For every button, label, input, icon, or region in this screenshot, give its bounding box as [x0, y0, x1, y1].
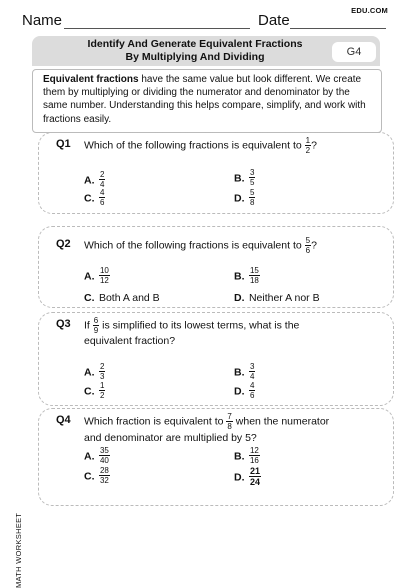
option-d[interactable]: D. $\frac{4}{6}$: [234, 381, 255, 400]
option-c[interactable]: C. $\frac{1}{2}$: [84, 381, 105, 400]
question-number: Q4: [56, 414, 71, 426]
option-a[interactable]: A. $\frac{10}{12}$: [84, 266, 109, 285]
title-line-1: Identify And Generate Equivalent Fractions: [87, 38, 303, 50]
question-text: [84, 136, 317, 155]
intro-text: have the same value but look different. We create them by multiplying or dividing the numerator and denominator by the same number. Understanding this helps compare, simplify, and work with fractions easily.: [43, 74, 366, 125]
question-text: [84, 412, 329, 431]
question-text-before: If: [84, 319, 90, 332]
option-a[interactable]: A. $\frac{2}{3}$: [84, 362, 105, 381]
question-fraction: $\frac{6}{9}$: [93, 316, 99, 335]
name-line: [64, 28, 250, 29]
question-text-before: Which of the following fractions is equivalent to: [84, 139, 302, 152]
option-c[interactable]: C. $\frac{28}{32}$: [84, 466, 109, 485]
side-label: MATH WORKSHEET: [14, 512, 23, 588]
question-number: Q3: [56, 318, 71, 330]
worksheet-title: [60, 38, 330, 64]
option-d[interactable]: D. Neither A nor B: [234, 292, 320, 304]
option-c[interactable]: C. $\frac{4}{6}$: [84, 188, 105, 207]
option-b[interactable]: B. $\frac{3}{5}$: [234, 168, 255, 187]
question-text-after: ?: [311, 139, 317, 152]
grade-badge: G4: [332, 42, 376, 62]
option-d[interactable]: D. $\frac{5}{8}$: [234, 188, 255, 207]
question-text-before: Which of the following fractions is equivalent to: [84, 239, 302, 252]
option-b[interactable]: B. $\frac{15}{18}$: [234, 266, 259, 285]
edu-logo: EDU.COM: [351, 6, 388, 15]
date-line: [290, 28, 386, 29]
question-text: [84, 316, 299, 335]
question-number: Q2: [56, 238, 71, 250]
question-text-before: Which fraction is equivalent to: [84, 415, 224, 428]
date-label: Date: [258, 12, 290, 29]
intro-box: [32, 69, 382, 133]
option-c[interactable]: C. Both A and B: [84, 292, 160, 304]
question-text: [84, 236, 317, 255]
option-d[interactable]: D. $\frac{21}{24}$: [234, 466, 260, 487]
intro-term: Equivalent fractions: [43, 74, 139, 85]
option-b[interactable]: B. $\frac{3}{4}$: [234, 362, 255, 381]
question-fraction: $\frac{1}{2}$: [305, 136, 311, 155]
question-number: Q1: [56, 138, 71, 150]
option-a[interactable]: A. $\frac{2}{4}$: [84, 170, 105, 189]
question-fraction: $\frac{7}{8}$: [227, 412, 232, 431]
name-label: Name: [22, 12, 63, 29]
question-text-line-2: and denominator are multiplied by 5?: [84, 432, 257, 444]
option-b[interactable]: B. $\frac{12}{16}$: [234, 446, 259, 465]
title-line-2: By Multiplying And Dividing: [125, 51, 265, 63]
question-fraction: $\frac{5}{6}$: [305, 236, 311, 255]
question-text-after: ?: [311, 239, 317, 252]
option-a[interactable]: A. $\frac{35}{40}$: [84, 446, 109, 465]
question-text-after: when the numerator: [235, 415, 330, 428]
question-text-line-2: equivalent fraction?: [84, 335, 176, 347]
question-text-after: is simplified to its lowest terms, what is the: [102, 319, 300, 332]
